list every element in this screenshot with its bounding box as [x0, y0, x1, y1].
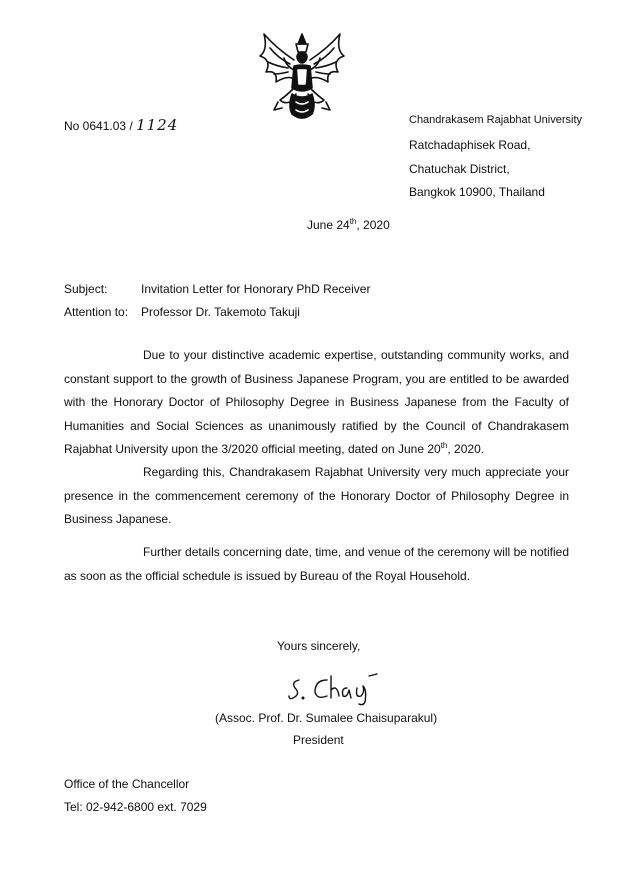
body-paragraph-3: [64, 541, 569, 588]
letter-date: [307, 218, 390, 232]
p1-text: Due to your distinctive academic expertise, outstanding community works, and constant support to the growth of Business Japanese Program, you are entitled to be awarded with the Honorary Doctor of Philosophy Degree in Business Japanese from the Faculty of Humanities and Social Sciences as unanimously ratified by the Council of Chandrakasem Rajabhat University upon the 3/2020 official meeting, dated on June 20: [64, 348, 569, 456]
subject-text: Invitation Letter for Honorary PhD Receiver: [141, 282, 371, 296]
signature: [285, 666, 395, 708]
telephone: Tel: 02-942-6800 ext. 7029: [64, 800, 207, 814]
body-paragraph-1: [64, 344, 569, 462]
date-suffix: th: [349, 217, 357, 226]
p3-text: Further details concerning date, time, and venue of the ceremony will be notified as soon as the official schedule is issued by Bureau of the Royal Household.: [64, 545, 569, 583]
garuda-emblem-icon: [254, 30, 350, 126]
p1-sup: th: [440, 441, 448, 450]
address-line-2: Ratchadaphisek Road,: [409, 138, 531, 152]
attention-text: Professor Dr. Takemoto Takuji: [141, 305, 300, 319]
date-month-day: June 24: [307, 218, 350, 232]
date-year: , 2020: [356, 218, 390, 232]
valediction: Yours sincerely,: [277, 639, 361, 653]
body-paragraph-2: [64, 461, 569, 532]
signer-title: President: [293, 733, 344, 747]
office-name: Office of the Chancellor: [64, 777, 190, 791]
reference-number-handwritten: 1124: [136, 116, 179, 134]
reference-number: [64, 116, 178, 134]
signer-name: (Assoc. Prof. Dr. Sumalee Chaisuparakul): [215, 711, 438, 725]
attention-label: Attention to:: [64, 305, 129, 319]
p1-end: , 2020.: [447, 442, 485, 456]
p2-text: Regarding this, Chandrakasem Rajabhat University very much appreciate your presence in the commencement ceremony of the Honorary Doctor of Philosophy Degree in Business Japanese.: [64, 465, 569, 526]
address-line-4: Bangkok 10900, Thailand: [409, 185, 545, 199]
address-line-1: Chandrakasem Rajabhat University: [409, 114, 583, 126]
subject-label: Subject:: [64, 282, 108, 296]
reference-prefix: No 0641.03 /: [64, 119, 133, 133]
address-line-3: Chatuchak District,: [409, 162, 510, 176]
